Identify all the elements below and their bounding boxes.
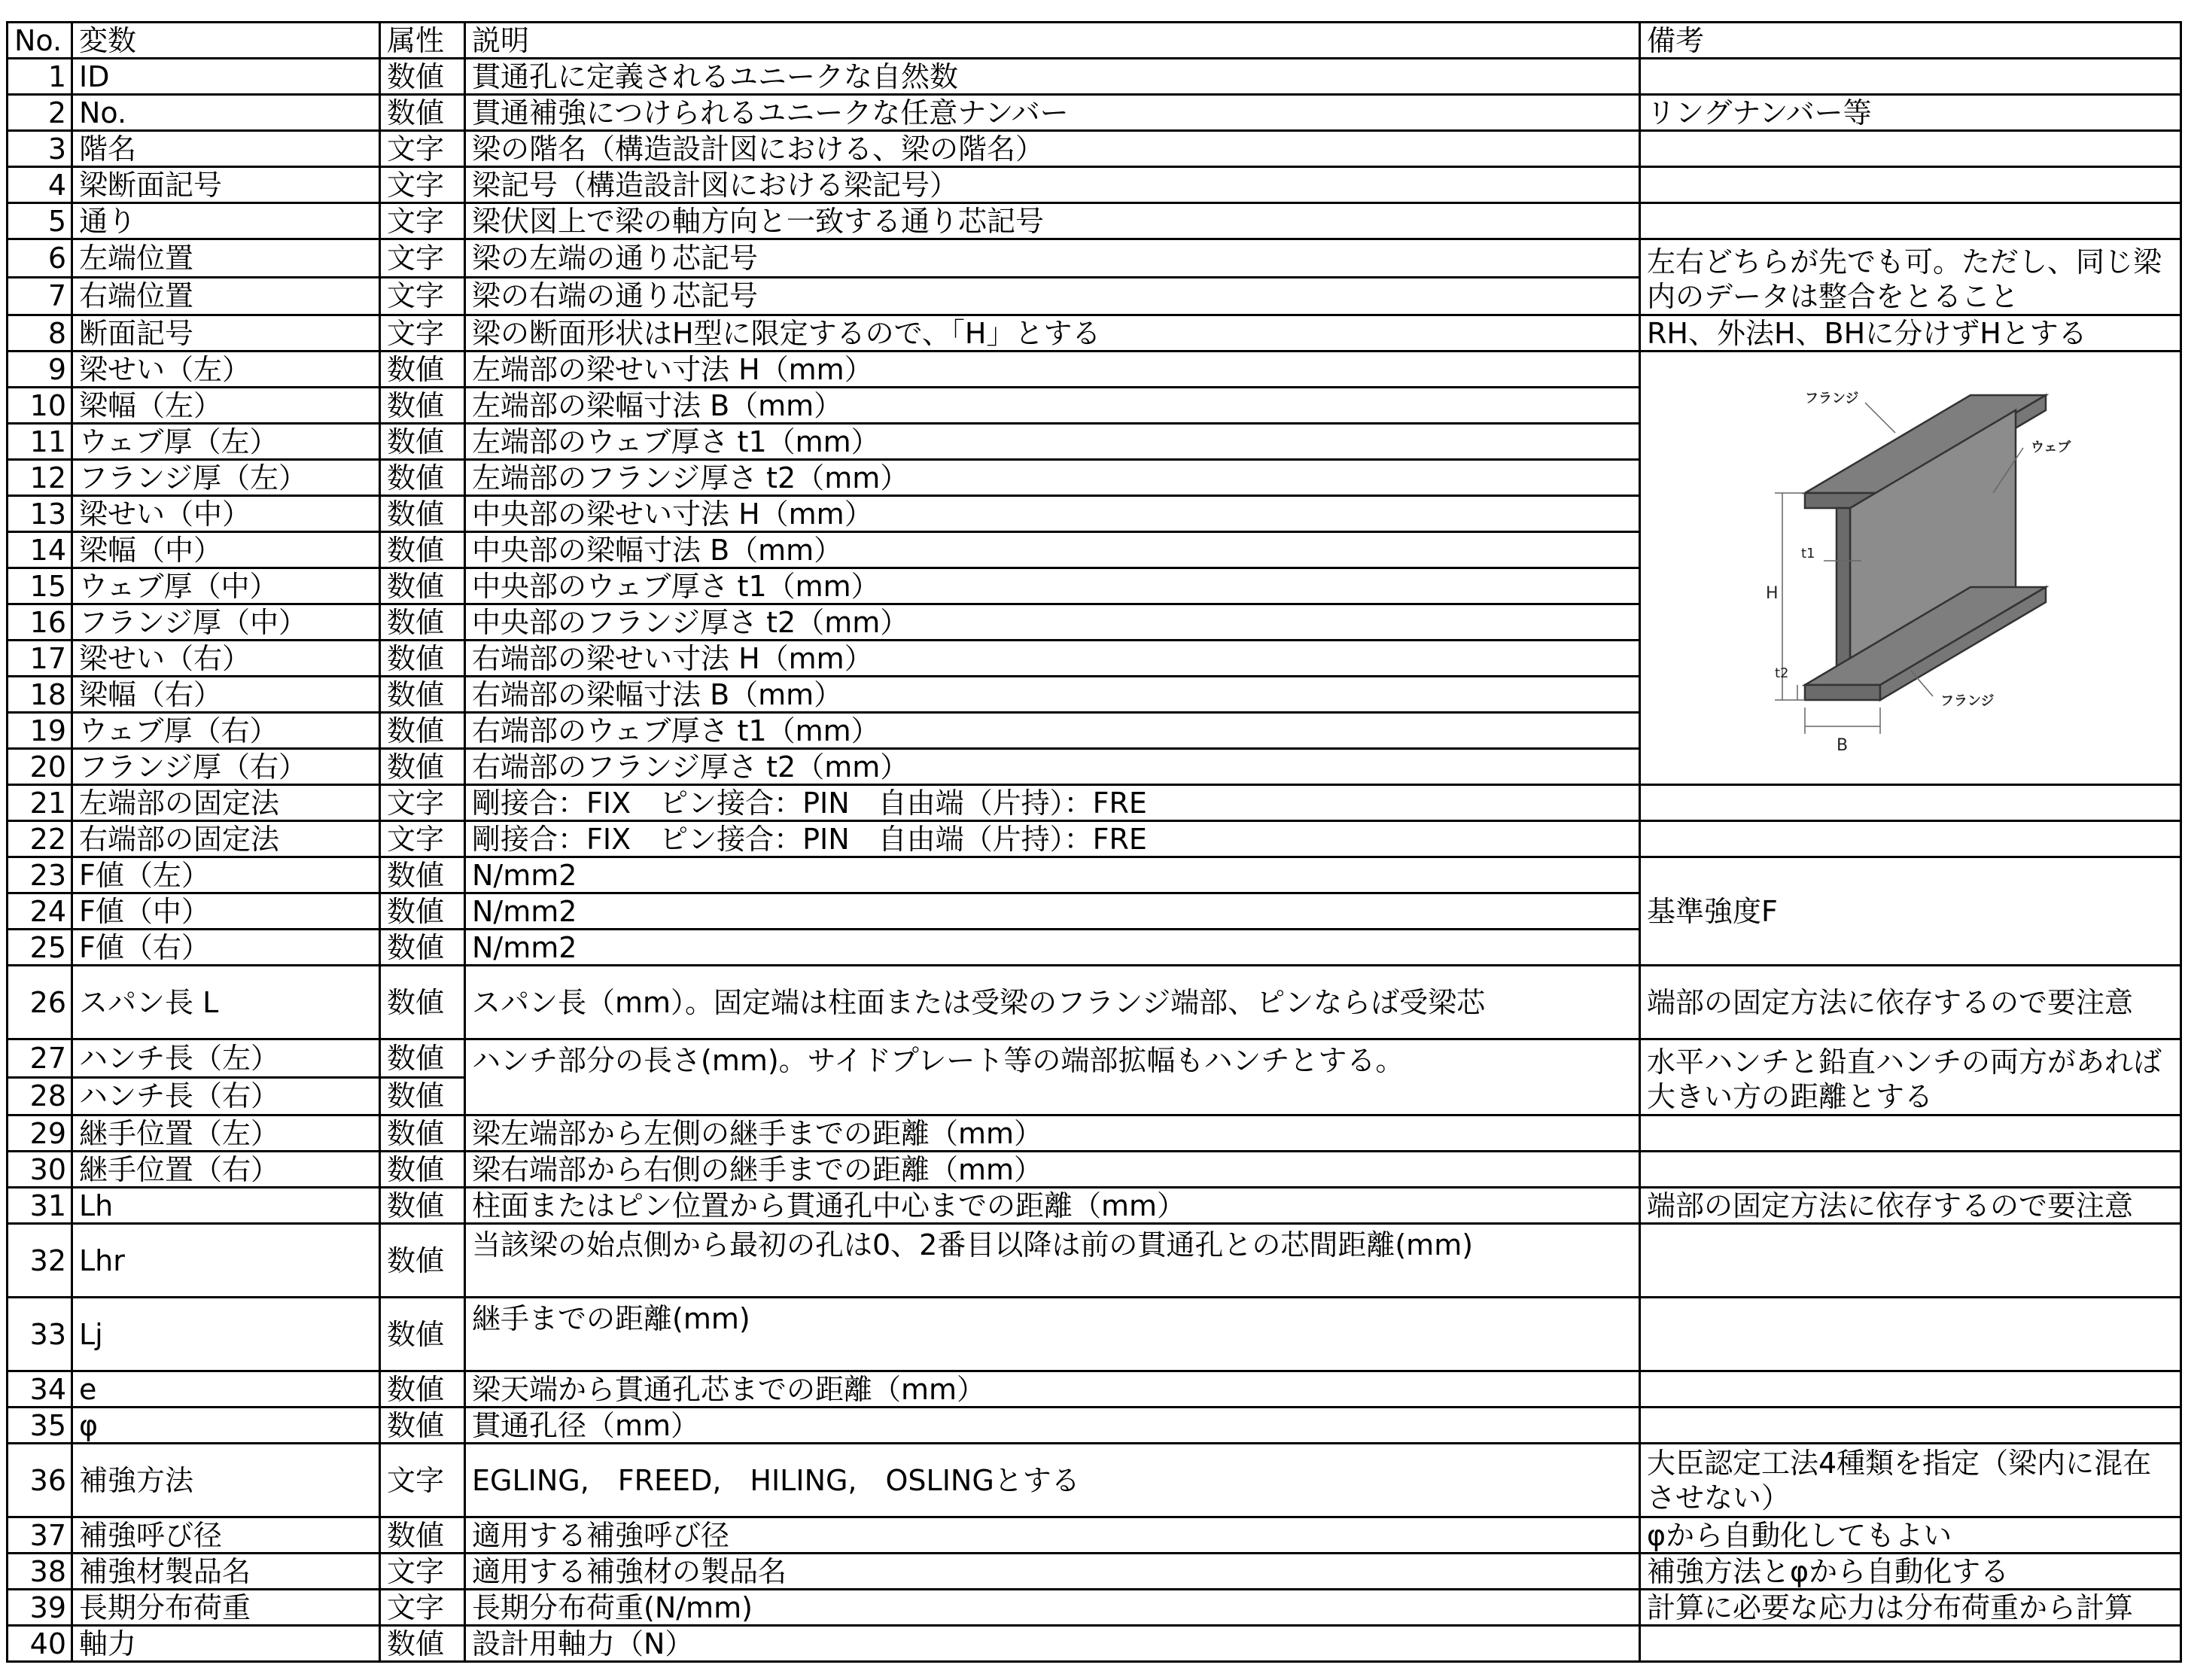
flange-top-label: フランジ	[1805, 390, 1859, 406]
row-attribute: 数値	[380, 930, 465, 966]
row-no: 39	[8, 1590, 72, 1626]
row-attribute: 数値	[380, 1298, 465, 1371]
row-remarks: 左右どちらが先でも可。ただし、同じ梁内のデータは整合をとること	[1640, 239, 2181, 315]
row-description: 貫通補強につけられるユニークな任意ナンバー	[465, 95, 1640, 131]
row-variable: 軸力	[72, 1626, 380, 1662]
table-row	[8, 785, 2181, 821]
row-remarks: RH、外法H、BHに分けずHとする	[1640, 315, 2181, 352]
row-description: N/mm2	[465, 893, 1640, 930]
row-variable: ハンチ長（右）	[72, 1077, 380, 1115]
row-variable: 梁せい（右）	[72, 641, 380, 677]
row-no: 20	[8, 749, 72, 785]
row-description: 梁左端部から左側の継手までの距離（mm）	[465, 1115, 1640, 1152]
flange-bottom-label: フランジ	[1940, 692, 1995, 709]
row-attribute: 文字	[380, 131, 465, 167]
row-attribute: 数値	[380, 1039, 465, 1078]
row-no: 34	[8, 1371, 72, 1408]
table-row	[8, 1371, 2181, 1408]
row-remarks	[1640, 131, 2181, 167]
row-no: 3	[8, 131, 72, 167]
row-attribute: 数値	[380, 424, 465, 460]
row-variable: e	[72, 1371, 380, 1408]
row-no: 15	[8, 568, 72, 604]
row-attribute: 数値	[380, 966, 465, 1039]
row-variable: 左端部の固定法	[72, 785, 380, 821]
row-attribute: 数値	[380, 1371, 465, 1408]
row-description: 継手までの距離(mm)	[465, 1298, 1640, 1371]
row-attribute: 文字	[380, 277, 465, 315]
table-row	[8, 1517, 2181, 1554]
row-variable: 階名	[72, 131, 380, 167]
row-no: 8	[8, 315, 72, 352]
table-row	[8, 59, 2181, 95]
variable-table	[6, 21, 2182, 1663]
row-description: 当該梁の始点側から最初の孔は0、2番目以降は前の貫通孔との芯間距離(mm)	[465, 1224, 1640, 1298]
row-remarks	[1640, 1152, 2181, 1188]
header-description: 説明	[465, 23, 1640, 59]
row-no: 36	[8, 1444, 72, 1517]
row-attribute: 数値	[380, 1188, 465, 1224]
row-no: 35	[8, 1408, 72, 1444]
row-variable: 左端位置	[72, 239, 380, 278]
row-description: 中央部の梁幅寸法 B（mm）	[465, 532, 1640, 568]
row-attribute: 数値	[380, 857, 465, 893]
row-remarks	[1640, 1626, 2181, 1662]
row-remarks	[1640, 59, 2181, 95]
row-no: 16	[8, 604, 72, 641]
row-attribute: 数値	[380, 1115, 465, 1152]
table-row	[8, 1444, 2181, 1517]
row-description: 左端部の梁幅寸法 B（mm）	[465, 388, 1640, 424]
row-variable: 補強方法	[72, 1444, 380, 1517]
row-attribute: 数値	[380, 95, 465, 131]
row-description: 設計用軸力（N）	[465, 1626, 1640, 1662]
row-attribute: 数値	[380, 496, 465, 532]
row-attribute: 数値	[380, 532, 465, 568]
row-no: 9	[8, 352, 72, 388]
row-variable: 梁幅（右）	[72, 677, 380, 713]
row-attribute: 数値	[380, 1224, 465, 1298]
row-no: 30	[8, 1152, 72, 1188]
row-variable: 右端部の固定法	[72, 821, 380, 857]
row-description: 中央部の梁せい寸法 H（mm）	[465, 496, 1640, 532]
row-attribute: 数値	[380, 59, 465, 95]
row-attribute: 数値	[380, 1626, 465, 1662]
table-row	[8, 1152, 2181, 1188]
row-no: 32	[8, 1224, 72, 1298]
row-variable: 梁せい（中）	[72, 496, 380, 532]
row-no: 11	[8, 424, 72, 460]
row-remarks: 基準強度F	[1640, 857, 2181, 966]
row-remarks	[1640, 203, 2181, 239]
row-remarks: 端部の固定方法に依存するので要注意	[1640, 1188, 2181, 1224]
table-row	[8, 1626, 2181, 1662]
row-no: 29	[8, 1115, 72, 1152]
row-remarks	[1640, 1371, 2181, 1408]
header-attribute: 属性	[380, 23, 465, 59]
row-description: N/mm2	[465, 857, 1640, 893]
row-variable: Lh	[72, 1188, 380, 1224]
row-variable: 通り	[72, 203, 380, 239]
row-no: 38	[8, 1554, 72, 1590]
h-beam-figure	[1700, 380, 2121, 756]
table-row	[8, 857, 2181, 893]
row-remarks: リングナンバー等	[1640, 95, 2181, 131]
row-remarks: 端部の固定方法に依存するので要注意	[1640, 966, 2181, 1039]
table-row	[8, 167, 2181, 203]
dim-h-label: H	[1766, 583, 1779, 603]
h-section-diagram	[1640, 352, 2181, 785]
row-no: 10	[8, 388, 72, 424]
row-description: 中央部のウェブ厚さ t1（mm）	[465, 568, 1640, 604]
row-description: 柱面またはピン位置から貫通孔中心までの距離（mm）	[465, 1188, 1640, 1224]
row-description: 右端部の梁せい寸法 H（mm）	[465, 641, 1640, 677]
row-variable: ハンチ長（左）	[72, 1039, 380, 1078]
row-variable: F値（中）	[72, 893, 380, 930]
row-variable: フランジ厚（右）	[72, 749, 380, 785]
row-remarks: 大臣認定工法4種類を指定（梁内に混在させない）	[1640, 1444, 2181, 1517]
row-no: 5	[8, 203, 72, 239]
table-row	[8, 821, 2181, 857]
row-variable: ウェブ厚（右）	[72, 713, 380, 749]
row-variable: No.	[72, 95, 380, 131]
web-label: ウェブ	[2031, 439, 2071, 455]
row-attribute: 数値	[380, 604, 465, 641]
row-description: 梁の断面形状はH型に限定するので、「H」とする	[465, 315, 1640, 352]
row-attribute: 数値	[380, 713, 465, 749]
row-description: スパン長（mm）。固定端は柱面または受梁のフランジ端部、ピンならば受梁芯	[465, 966, 1640, 1039]
row-description: 梁天端から貫通孔芯までの距離（mm）	[465, 1371, 1640, 1408]
row-no: 28	[8, 1077, 72, 1115]
row-description: ハンチ部分の長さ(mm)。サイドプレート等の端部拡幅もハンチとする。	[465, 1039, 1640, 1115]
row-no: 6	[8, 239, 72, 278]
dim-t1-label: t1	[1801, 545, 1815, 562]
dim-t2-label: t2	[1775, 665, 1789, 681]
row-description: N/mm2	[465, 930, 1640, 966]
table-row	[8, 1408, 2181, 1444]
header-variable: 変数	[72, 23, 380, 59]
row-description: 左端部のウェブ厚さ t1（mm）	[465, 424, 1640, 460]
row-variable: ウェブ厚（中）	[72, 568, 380, 604]
row-variable: 継手位置（左）	[72, 1115, 380, 1152]
row-no: 19	[8, 713, 72, 749]
row-remarks	[1640, 1115, 2181, 1152]
row-no: 27	[8, 1039, 72, 1078]
row-description: 右端部のフランジ厚さ t2（mm）	[465, 749, 1640, 785]
row-remarks	[1640, 1224, 2181, 1298]
table-row	[8, 1590, 2181, 1626]
row-variable: 断面記号	[72, 315, 380, 352]
row-remarks: 計算に必要な応力は分布荷重から計算	[1640, 1590, 2181, 1626]
row-no: 2	[8, 95, 72, 131]
table-row	[8, 315, 2181, 352]
row-attribute: 文字	[380, 821, 465, 857]
row-no: 24	[8, 893, 72, 930]
row-variable: F値（左）	[72, 857, 380, 893]
table-row	[8, 95, 2181, 131]
row-variable: φ	[72, 1408, 380, 1444]
row-attribute: 数値	[380, 1408, 465, 1444]
row-variable: フランジ厚（左）	[72, 460, 380, 496]
row-attribute: 文字	[380, 203, 465, 239]
row-variable: F値（右）	[72, 930, 380, 966]
row-attribute: 数値	[380, 460, 465, 496]
row-remarks	[1640, 167, 2181, 203]
row-no: 1	[8, 59, 72, 95]
row-no: 23	[8, 857, 72, 893]
row-description: 梁記号（構造設計図における梁記号）	[465, 167, 1640, 203]
row-remarks	[1640, 821, 2181, 857]
row-variable: 梁幅（中）	[72, 532, 380, 568]
row-remarks	[1640, 1408, 2181, 1444]
row-no: 21	[8, 785, 72, 821]
row-no: 7	[8, 277, 72, 315]
table-row	[8, 239, 2181, 278]
table-row	[8, 1554, 2181, 1590]
table-row	[8, 352, 2181, 388]
row-description: 右端部のウェブ厚さ t1（mm）	[465, 713, 1640, 749]
row-variable: 補強呼び径	[72, 1517, 380, 1554]
row-variable: フランジ厚（中）	[72, 604, 380, 641]
row-description: 剛接合：FIX ピン接合：PIN 自由端（片持）：FRE	[465, 785, 1640, 821]
row-description: 梁の階名（構造設計図における、梁の階名）	[465, 131, 1640, 167]
row-description: 貫通孔に定義されるユニークな自然数	[465, 59, 1640, 95]
row-remarks: 水平ハンチと鉛直ハンチの両方があれば大きい方の距離とする	[1640, 1039, 2181, 1115]
spreadsheet	[6, 21, 2182, 1663]
row-attribute: 文字	[380, 1590, 465, 1626]
table-row	[8, 203, 2181, 239]
row-description: 梁右端部から右側の継手までの距離（mm）	[465, 1152, 1640, 1188]
row-attribute: 数値	[380, 1517, 465, 1554]
row-remarks: 補強方法とφから自動化する	[1640, 1554, 2181, 1590]
row-no: 18	[8, 677, 72, 713]
row-attribute: 文字	[380, 315, 465, 352]
bottom-flange-front	[1805, 685, 1880, 700]
row-variable: ウェブ厚（左）	[72, 424, 380, 460]
row-description: 適用する補強呼び径	[465, 1517, 1640, 1554]
row-variable: Lhr	[72, 1224, 380, 1298]
header-no: No.	[8, 23, 72, 59]
row-remarks	[1640, 785, 2181, 821]
row-no: 4	[8, 167, 72, 203]
table-row	[8, 966, 2181, 1039]
row-attribute: 文字	[380, 167, 465, 203]
table-row	[8, 131, 2181, 167]
row-description: 貫通孔径（mm）	[465, 1408, 1640, 1444]
row-variable: 継手位置（右）	[72, 1152, 380, 1188]
row-attribute: 数値	[380, 352, 465, 388]
row-no: 26	[8, 966, 72, 1039]
row-no: 25	[8, 930, 72, 966]
row-description: EGLING, FREED, HILING, OSLINGとする	[465, 1444, 1640, 1517]
row-description: 長期分布荷重(N/mm)	[465, 1590, 1640, 1626]
header-remarks: 備考	[1640, 23, 2181, 59]
row-no: 31	[8, 1188, 72, 1224]
row-attribute: 文字	[380, 1444, 465, 1517]
row-description: 適用する補強材の製品名	[465, 1554, 1640, 1590]
row-attribute: 数値	[380, 749, 465, 785]
row-remarks	[1640, 1298, 2181, 1371]
row-variable: ID	[72, 59, 380, 95]
row-description: 梁の右端の通り芯記号	[465, 277, 1640, 315]
table-row	[8, 1039, 2181, 1078]
row-variable: スパン長 L	[72, 966, 380, 1039]
row-attribute: 数値	[380, 677, 465, 713]
row-attribute: 数値	[380, 893, 465, 930]
row-attribute: 数値	[380, 568, 465, 604]
row-attribute: 数値	[380, 388, 465, 424]
row-no: 12	[8, 460, 72, 496]
row-description: 左端部の梁せい寸法 H（mm）	[465, 352, 1640, 388]
row-description: 右端部の梁幅寸法 B（mm）	[465, 677, 1640, 713]
table-row	[8, 1298, 2181, 1371]
row-attribute: 数値	[380, 1077, 465, 1115]
table-row	[8, 1115, 2181, 1152]
row-no: 17	[8, 641, 72, 677]
row-no: 37	[8, 1517, 72, 1554]
row-variable: 梁せい（左）	[72, 352, 380, 388]
row-description: 梁の左端の通り芯記号	[465, 239, 1640, 278]
row-no: 14	[8, 532, 72, 568]
row-variable: 長期分布荷重	[72, 1590, 380, 1626]
row-attribute: 文字	[380, 785, 465, 821]
row-remarks: φから自動化してもよい	[1640, 1517, 2181, 1554]
row-variable: 補強材製品名	[72, 1554, 380, 1590]
dim-b-label: B	[1837, 735, 1849, 755]
row-no: 40	[8, 1626, 72, 1662]
row-variable: Lj	[72, 1298, 380, 1371]
row-attribute: 数値	[380, 1152, 465, 1188]
row-no: 33	[8, 1298, 72, 1371]
row-attribute: 文字	[380, 239, 465, 278]
header-row	[8, 23, 2181, 59]
row-no: 22	[8, 821, 72, 857]
row-description: 左端部のフランジ厚さ t2（mm）	[465, 460, 1640, 496]
row-description: 剛接合：FIX ピン接合：PIN 自由端（片持）：FRE	[465, 821, 1640, 857]
row-description: 梁伏図上で梁の軸方向と一致する通り芯記号	[465, 203, 1640, 239]
row-no: 13	[8, 496, 72, 532]
row-attribute: 文字	[380, 1554, 465, 1590]
row-attribute: 数値	[380, 641, 465, 677]
row-variable: 梁断面記号	[72, 167, 380, 203]
table-row	[8, 1224, 2181, 1298]
table-row	[8, 1188, 2181, 1224]
row-description: 中央部のフランジ厚さ t2（mm）	[465, 604, 1640, 641]
row-variable: 梁幅（左）	[72, 388, 380, 424]
row-variable: 右端位置	[72, 277, 380, 315]
